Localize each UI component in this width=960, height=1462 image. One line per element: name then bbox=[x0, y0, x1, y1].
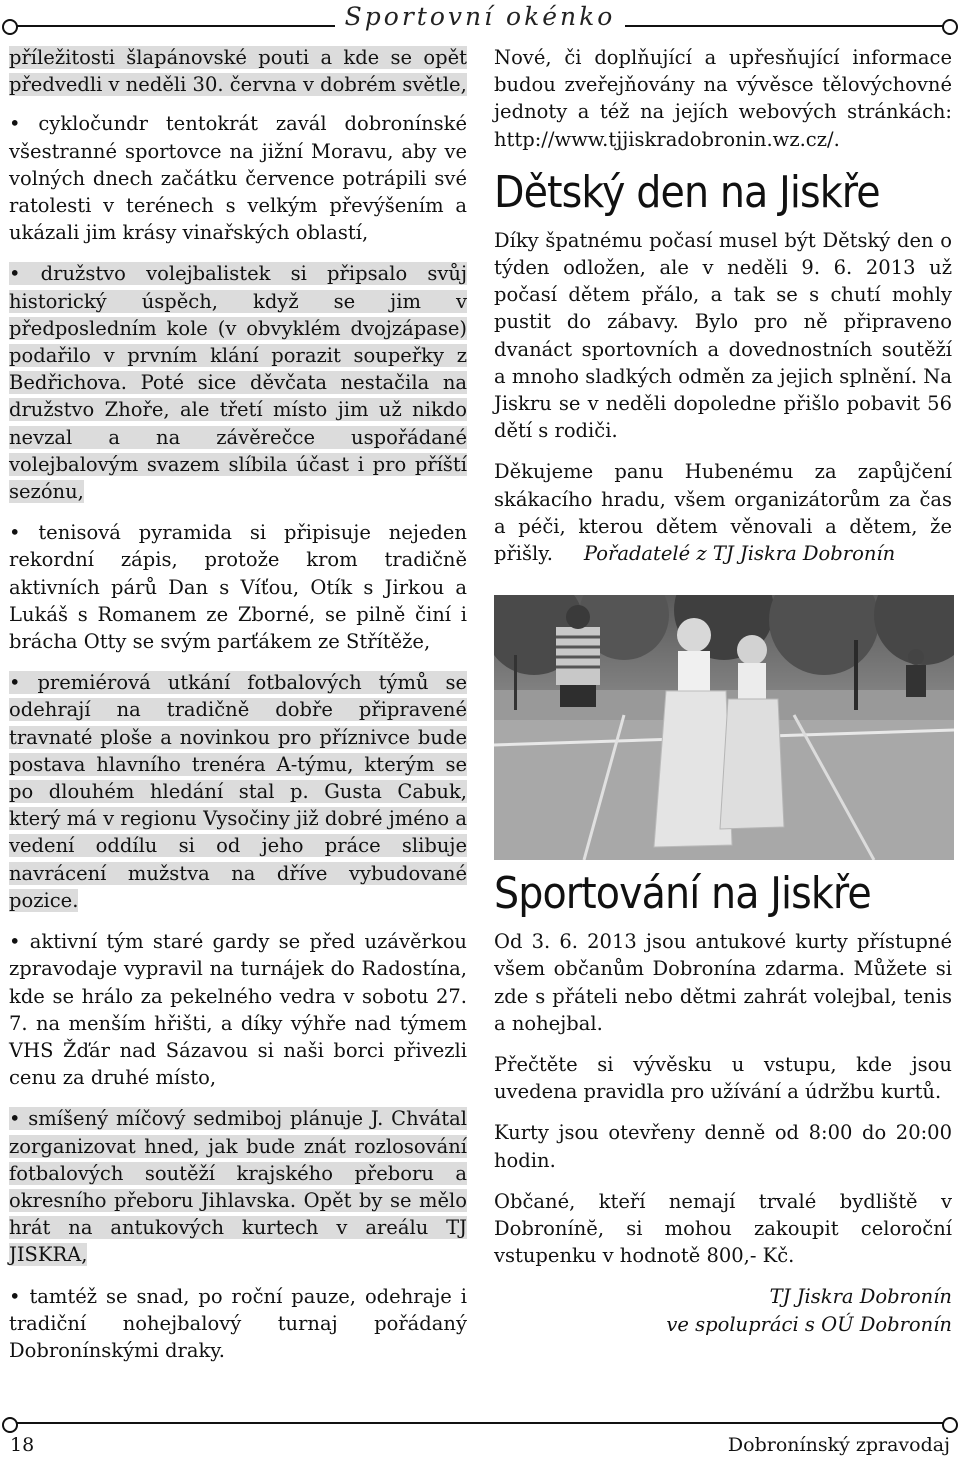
left-paragraph-6-text: • aktivní tým staré gardy se před uzávěrkou zpravodaje vypravil na turnájek do Radostína, kde se hrálo za pekelného vedra v sobotu 27. 7. na menším hřišti, a díky výhře nad týmem VHS Žďár nad Sázavou si naši borci přivezli cenu za druhé místo, bbox=[9, 930, 467, 1090]
page-number: 18 bbox=[10, 1434, 35, 1456]
left-paragraph-3 bbox=[9, 260, 467, 505]
left-paragraph-1-text: příležitosti šlapánovské pouti a kde se opět předvedli v neděli 30. června v dobrém světle, bbox=[9, 46, 467, 97]
footer-rule-right-end bbox=[942, 1417, 958, 1433]
childrens-day-thanks: Děkujeme panu Hubenému za zapůjčení skákacího hradu, všem organizátorům za čas a péči, kterou dětem věnovali a dětem, že přišly. bbox=[494, 460, 952, 566]
right-column bbox=[494, 44, 952, 1338]
left-paragraph-8 bbox=[9, 1283, 467, 1365]
page-footer bbox=[0, 1418, 960, 1462]
intro-paragraph: Nové, či doplňující a upřesňující informace budou zveřejňovány na vývěsce tělovýchovné jednoty a též na jejích webových stránkách: http://www.tjjiskradobronin.wz.cz/. bbox=[494, 46, 952, 151]
sports-signature-line-2: ve spolupráci s OÚ Dobronín bbox=[666, 1312, 952, 1336]
left-paragraph-2 bbox=[9, 110, 467, 246]
left-paragraph-7 bbox=[9, 1105, 467, 1268]
left-paragraph-6 bbox=[9, 928, 467, 1091]
sports-paragraph-3: Kurty jsou otevřeny denně od 8:00 do 20:00 hodin. bbox=[494, 1121, 952, 1172]
publication-name: Dobronínský zpravodaj bbox=[727, 1434, 950, 1456]
sack-race-photo-image bbox=[494, 595, 954, 860]
left-paragraph-3-text: • družstvo volejbalistek si připsalo svůj historický úspěch, když se jim v předposledním kole (v obvyklém dvojzápase) podařilo v prvním klání porazit soupeřky z Bedřichova. Poté sice děvčata nestačila na družstvo Zhoře, ale třetí místo jim už nikdo nevzal a na závěrečce uspořádané volejbalovým svazem slíbila účast i pro příští sezónu, bbox=[9, 262, 467, 504]
sports-paragraph-1: Od 3. 6. 2013 jsou antukové kurty přístupné všem občanům Dobronína zdarma. Můžete si zde s přáteli nebo dětmi zahrát volejbal, tenis a nohejbal. bbox=[494, 930, 952, 1035]
left-paragraph-5 bbox=[9, 669, 467, 914]
left-paragraph-4 bbox=[9, 519, 467, 655]
left-paragraph-8-text: • tamtéž se snad, po roční pauze, odehraje i tradiční nohejbalový turnaj pořádaný Dobronínskými draky. bbox=[9, 1284, 467, 1362]
page-header bbox=[0, 0, 960, 40]
sports-paragraph-4: Občané, kteří nemají trvalé bydliště v Dobronínĕ, si mohou zakoupit celoroční vstupenku v hodnotě 800,- Kč. bbox=[494, 1189, 952, 1268]
left-paragraph-5-text: • premiérová utkání fotbalových týmů se odehrají na tradičně dobře připravené travnaté ploše a novinkou pro příznivce bude postava hlavního trenéra A-týmu, kterým se po dlouhém hledání stal p. Gusta Cabuk, který má v regionu Vysočiny již dobré jméno a vedení oddílu si od jeho práce slibuje navrácení mužstva na dříve vybudované pozice. bbox=[9, 671, 467, 912]
footer-rule-left-end bbox=[2, 1417, 18, 1433]
left-column bbox=[9, 44, 467, 1378]
article-title-sports: Sportování na Jiskře bbox=[494, 868, 871, 920]
sack-race-photo bbox=[494, 595, 954, 860]
section-title bbox=[0, 2, 960, 31]
left-paragraph-1 bbox=[9, 44, 467, 98]
section-title-text: Sportovní okénko bbox=[335, 2, 626, 31]
footer-rule bbox=[8, 1422, 952, 1424]
sports-paragraph-2: Přečtěte si vývěsku u vstupu, kde jsou uvedena pravidla pro užívání a údržbu kurtů. bbox=[494, 1053, 952, 1104]
article-title-childrens-day: Dětský den na Jiskře bbox=[494, 166, 880, 218]
left-paragraph-2-text: • cykločundr tentokrát zavál dobronínské všestranné sportovce na jižní Moravu, aby ve volných dnech začátku července potrápili své ratolesti v terénech s velkým převýšením a ukázali jim krásy vinařských oblastí, bbox=[9, 112, 467, 245]
childrens-day-paragraph-1: Díky špatnému počasí musel být Dětský den o týden odložen, ale v neděli 9. 6. 2013 už počasí dětem přálo, a tak se s chutí mohly pustit do zábavy. Bylo pro ně připraveno dvanáct sportovních a dovednostních soutěží a mnoho sladkých odměn za jejich splnění. Na Jiskru se v neděli dopoledne přišlo pobavit 56 dětí s rodiči. bbox=[494, 228, 952, 443]
childrens-day-paragraph-2 bbox=[494, 458, 952, 567]
left-paragraph-7-text: • smíšený míčový sedmiboj plánuje J. Chvátal zorganizovat hned, jak bude znát rozlosování fotbalových soutěží krajského přeboru a okresního přeboru Jihlavska. Opět by se mělo hrát na antukových kurtech v areálu TJ JISKRA, bbox=[9, 1107, 467, 1267]
sports-signature-line-1: TJ Jiskra Dobronín bbox=[769, 1285, 952, 1309]
left-paragraph-4-text: • tenisová pyramida si připisuje nejeden rekordní zápis, protože krom tradičně aktivních párů Dan s Víťou, Otík s Jirkou a Lukáš s Romanem ze Zborné, se pilně činí i brácha Otty se svým parťákem ze Střítěže, bbox=[9, 521, 467, 654]
childrens-day-signature: Pořadatelé z TJ Jiskra Dobronín bbox=[583, 542, 896, 566]
